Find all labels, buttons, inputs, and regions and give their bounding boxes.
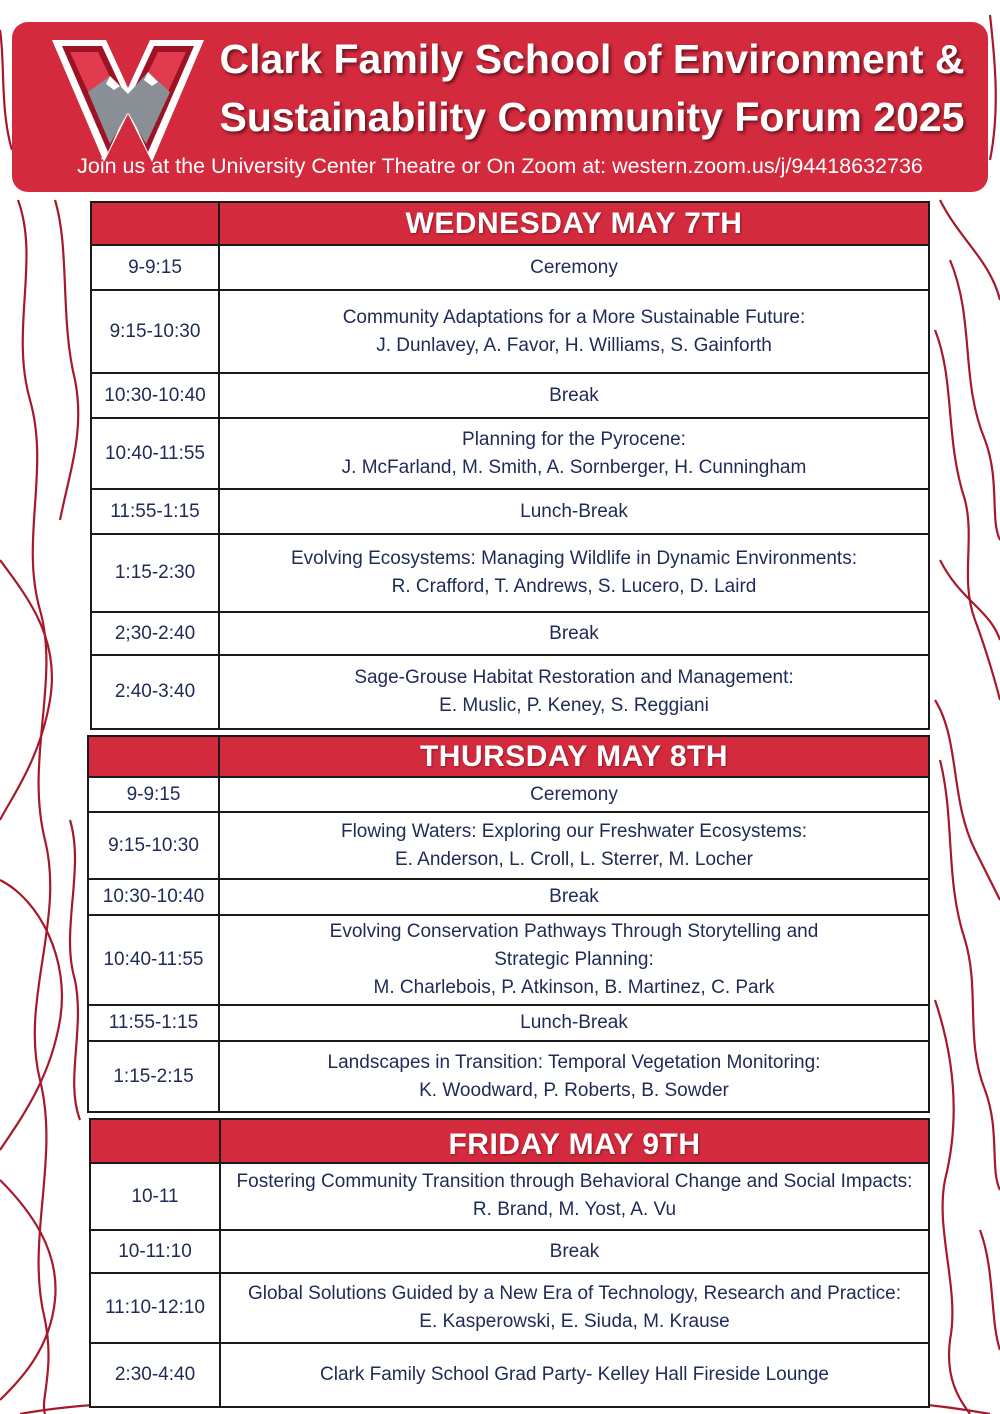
table-row	[91, 612, 929, 655]
session-cell	[220, 1163, 929, 1230]
session-cell	[219, 655, 929, 729]
session-cell	[219, 612, 929, 655]
session-title: Lunch-Break	[520, 1012, 628, 1033]
forum-title-line-2: Sustainability Community Forum 2025	[219, 94, 965, 140]
session-cell	[219, 290, 929, 373]
session-title: Fostering Community Transition through Behavioral Change and Social Impacts:	[236, 1171, 913, 1192]
time-cell: 10-11:10	[90, 1230, 220, 1273]
forum-header-banner	[12, 22, 988, 192]
session-title: Community Adaptations for a More Sustainable Future:	[342, 306, 806, 328]
session-cell	[219, 777, 929, 812]
table-row	[90, 1343, 929, 1407]
session-title: Ceremony	[530, 256, 618, 278]
day-header-row	[90, 1119, 929, 1163]
session-presenters: K. Woodward, P. Roberts, B. Sowder	[419, 1079, 729, 1101]
session-title: Ceremony	[530, 783, 618, 805]
time-cell: 2;30-2:40	[91, 612, 219, 655]
table-row	[91, 655, 929, 729]
friday-schedule-table	[89, 1118, 930, 1408]
day-header-blank-cell	[90, 1119, 220, 1163]
time-cell: 10-11	[90, 1163, 220, 1230]
session-title: Evolving Conservation Pathways Through Storytelling and	[329, 921, 819, 942]
session-title: Clark Family School Grad Party- Kelley Hall Fireside Lounge	[320, 1364, 829, 1385]
time-cell: 9-9:15	[88, 777, 219, 812]
session-cell	[219, 1041, 929, 1112]
thursday-schedule-table	[87, 735, 930, 1113]
session-title: Break	[549, 622, 599, 644]
day-header-blank-cell	[91, 202, 219, 245]
session-title: Break	[549, 886, 599, 907]
table-row	[91, 290, 929, 373]
session-presenters: R. Brand, M. Yost, A. Vu	[472, 1199, 677, 1220]
time-cell: 2:40-3:40	[91, 655, 219, 729]
session-title: Sage-Grouse Habitat Restoration and Management:	[354, 667, 794, 688]
session-title: Break	[549, 1240, 600, 1262]
session-cell	[219, 373, 929, 418]
session-title: Evolving Ecosystems: Managing Wildlife in Dynamic Environments:	[291, 548, 857, 569]
session-title: Landscapes in Transition: Temporal Vegetation Monitoring:	[327, 1051, 821, 1073]
day-name: FRIDAY MAY 9TH	[220, 1119, 929, 1163]
session-presenters: E. Kasperowski, E. Siuda, M. Krause	[419, 1311, 730, 1332]
session-cell	[219, 1005, 929, 1041]
session-cell	[219, 879, 929, 915]
table-row	[90, 1163, 929, 1230]
session-cell	[220, 1343, 929, 1407]
session-presenters: E. Anderson, L. Croll, L. Sterrer, M. Locher	[395, 848, 753, 870]
time-cell: 2:30-4:40	[90, 1343, 220, 1407]
day-name: THURSDAY MAY 8TH	[219, 736, 929, 777]
session-cell	[219, 489, 929, 534]
forum-title-line-1: Clark Family School of Environment &	[219, 36, 965, 82]
session-title: Flowing Waters: Exploring our Freshwater Ecosystems:	[340, 820, 807, 842]
time-cell: 11:10-12:10	[90, 1273, 220, 1343]
western-w-mountain-logo-icon	[48, 32, 208, 172]
table-row	[88, 879, 929, 915]
session-presenters: J. McFarland, M. Smith, A. Sornberger, H. Cunningham	[341, 456, 807, 478]
table-row	[91, 489, 929, 534]
time-cell: 11:55-1:15	[88, 1005, 219, 1041]
session-cell	[220, 1230, 929, 1273]
zoom-invitation-text: Join us at the University Center Theatre or On Zoom at: western.zoom.us/j/94418632736	[77, 154, 923, 178]
session-cell	[219, 915, 929, 1005]
table-row	[88, 812, 929, 879]
table-row	[88, 1005, 929, 1041]
session-cell	[219, 534, 929, 612]
table-row	[88, 777, 929, 812]
day-header-blank-cell	[88, 736, 219, 777]
time-cell: 9:15-10:30	[88, 812, 219, 879]
time-cell: 9-9:15	[91, 245, 219, 290]
wednesday-schedule-table	[90, 201, 930, 730]
session-cell	[219, 418, 929, 489]
session-presenters: R. Crafford, T. Andrews, S. Lucero, D. Laird	[391, 576, 757, 597]
session-title: Break	[549, 384, 599, 406]
session-cell	[219, 812, 929, 879]
table-row	[91, 418, 929, 489]
session-title-continued: Strategic Planning:	[494, 949, 654, 970]
session-title: Lunch-Break	[520, 500, 628, 522]
session-presenters: M. Charlebois, P. Atkinson, B. Martinez, C. Park	[373, 977, 775, 998]
session-presenters: J. Dunlavey, A. Favor, H. Williams, S. Gainforth	[376, 334, 772, 356]
forum-title	[212, 30, 972, 146]
time-cell: 10:30-10:40	[91, 373, 219, 418]
session-cell	[220, 1273, 929, 1343]
day-header-row	[88, 736, 929, 777]
time-cell: 10:40-11:55	[91, 418, 219, 489]
table-row	[91, 373, 929, 418]
session-title: Global Solutions Guided by a New Era of Technology, Research and Practice:	[247, 1283, 902, 1304]
table-row	[90, 1273, 929, 1343]
table-row	[88, 915, 929, 1005]
session-title: Planning for the Pyrocene:	[462, 428, 686, 450]
table-row	[91, 245, 929, 290]
session-presenters: E. Muslic, P. Keney, S. Reggiani	[439, 695, 709, 716]
day-header-row	[91, 202, 929, 245]
table-row	[88, 1041, 929, 1112]
time-cell: 1:15-2:30	[91, 534, 219, 612]
time-cell: 11:55-1:15	[91, 489, 219, 534]
session-cell	[219, 245, 929, 290]
time-cell: 9:15-10:30	[91, 290, 219, 373]
time-cell: 10:40-11:55	[88, 915, 219, 1005]
day-name: WEDNESDAY MAY 7TH	[219, 202, 929, 245]
table-row	[90, 1230, 929, 1273]
time-cell: 10:30-10:40	[88, 879, 219, 915]
table-row	[91, 534, 929, 612]
time-cell: 1:15-2:15	[88, 1041, 219, 1112]
